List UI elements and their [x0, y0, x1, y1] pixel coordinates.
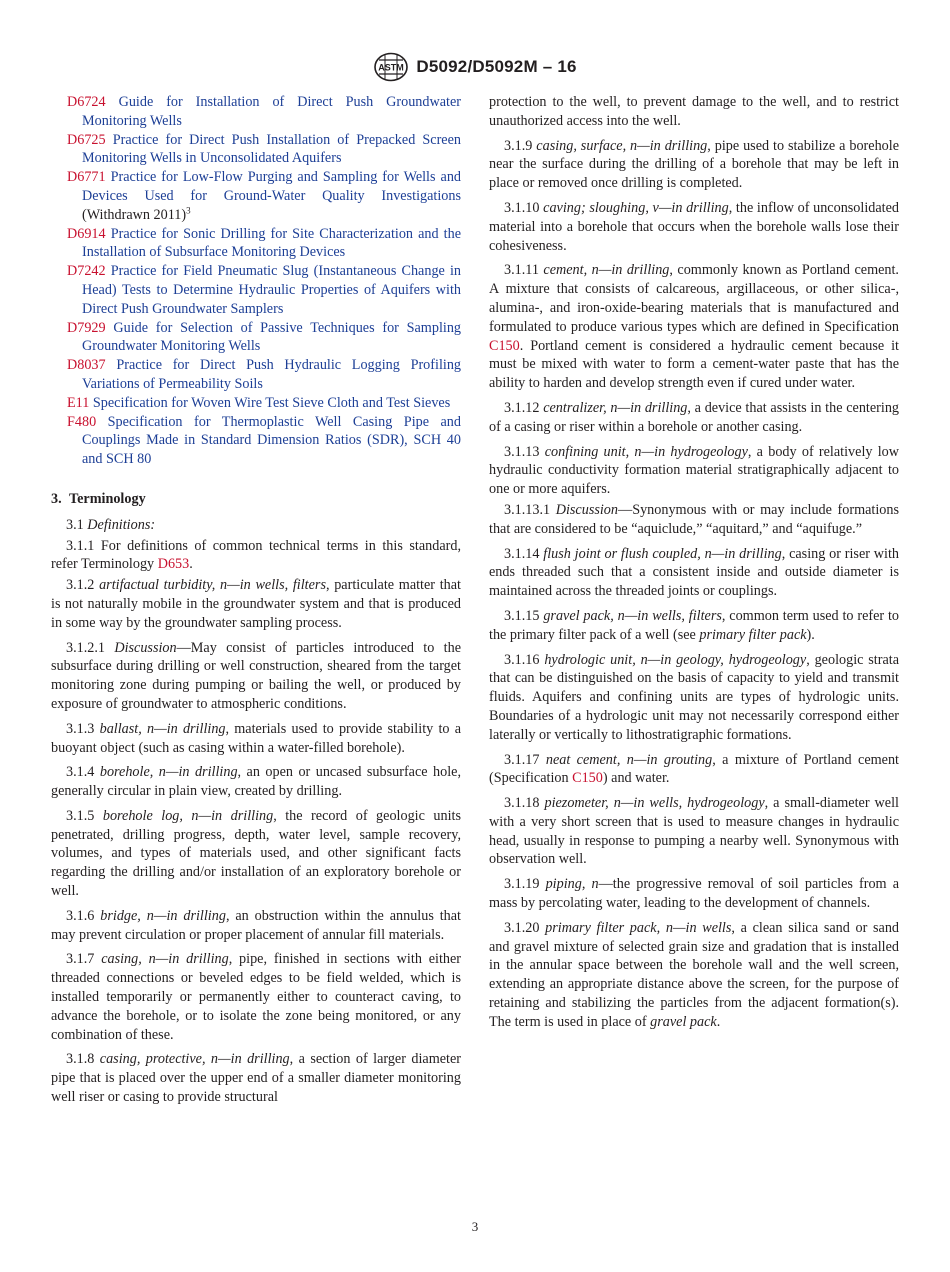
logo-text: ASTM: [378, 62, 405, 73]
reference-code-link[interactable]: D7929: [67, 319, 106, 336]
clause-number: 3.1.9: [504, 137, 533, 154]
clause-text-end: .: [716, 1013, 721, 1030]
clause-text: —May consist of particles introduced to the subsurface during drilling or well construction, sheared from the target monitoring zone during pumping or bailing the well, or produced by exposure of groundwater to atmospheric conditions.: [51, 639, 461, 712]
reference-title-link[interactable]: Practice for Field Pneumatic Slug (Instantaneous Change in Head) Tests to Determine Hydraulic Properties of Aquifers with Direct Push Groundwater Samplers: [82, 263, 461, 317]
section-number: 3.: [51, 490, 62, 507]
clause-number: 3.1.1: [66, 537, 95, 554]
reference-code-link[interactable]: D6724: [67, 94, 106, 110]
reference-title-link[interactable]: Practice for Direct Push Hydraulic Logging Profiling Variations of Permeability Soils: [82, 357, 462, 392]
clause-number: 3.1.12: [504, 399, 540, 416]
clause-term: borehole log, n—in drilling: [102, 807, 274, 824]
clause-term: ballast, n—in drilling: [99, 720, 226, 737]
paragraph: [51, 907, 461, 945]
paragraph: [51, 720, 461, 758]
clause-term: flush joint or flush coupled, n—in drilling: [543, 545, 782, 562]
paragraph: [489, 651, 899, 745]
clause-term: piping, n: [545, 876, 599, 893]
clause-text: , a mixture of Portland cement (Specification: [489, 751, 899, 787]
paragraph: [489, 399, 899, 437]
reference-title-link[interactable]: Practice for Low-Flow Purging and Sampling for Wells and Devices Used for Ground-Water Quality Investigations: [82, 169, 462, 204]
clause-number: 3.1.5: [66, 807, 95, 824]
clause-text: —Synonymous with or may include formations that are considered to be “aquiclude,” “aquitard,” and “aquifuge.”: [489, 501, 899, 537]
clause-number: 3.1.4: [66, 764, 95, 781]
clause-term: casing, surface, n—in drilling: [536, 137, 708, 154]
clause-term: borehole, n—in drilling: [99, 764, 238, 781]
reference-title-link[interactable]: Guide for Selection of Passive Techniques for Sampling Groundwater Monitoring Wells: [82, 319, 462, 355]
clause-text: , an obstruction within the annulus that may prevent circulation or proper placement of annular fill materials.: [51, 907, 462, 943]
clause-text-end: . Portland cement is considered a hydraulic cement because it must be mixed with water to form a cement-water paste that has the ability to harden and develop strength even if cured under water.: [489, 337, 899, 392]
clause-text: , a clean silica sand or sand and gravel mixture of selected grain size and gradation that is installed in the annular space between the borehole wall and the well screen, extending an appropriate distance above the screen, for the purpose of retaining and stabilizing the particles from the adjacent formation(s). The term is used in place of: [489, 919, 900, 1030]
clause-number: 3.1.13: [504, 443, 540, 460]
clause-text: , commonly known as Portland cement. A mixture that consists of calcareous, argillaceous, or other silica-, alumina-, and iron-oxide-bearing materials that is manufactured and formulated to produce various types which are defined in Specification: [489, 262, 899, 335]
paragraph: [489, 545, 899, 601]
paragraph: [489, 794, 899, 869]
clause-text: , an open or uncased subsurface hole, generally circular in plain view, created by drilling.: [51, 764, 461, 800]
clause-number: 3.1.11: [504, 262, 539, 279]
paragraph: [489, 443, 899, 499]
term-reference: primary filter pack: [699, 626, 807, 643]
reference-item: [51, 168, 461, 224]
reference-item: [51, 356, 461, 394]
page-number: 3: [471, 1219, 479, 1234]
clause-text: , geologic strata that can be distinguished on the basis of capacity to yield and transmit fluids. Aquifers and confining units are types of hydrologic units. Boundaries of a hydrologic unit may not necessarily correspond either laterally or vertically to lithostratigraphic formations.: [489, 651, 900, 743]
reference-code-link[interactable]: D7242: [67, 263, 106, 280]
paragraph: [51, 763, 461, 801]
reference-item: [51, 225, 461, 263]
clause-text: , a device that assists in the centering of a casing or riser within a borehole or another casing.: [489, 399, 900, 435]
clause-number: 3.1.15: [504, 607, 540, 624]
clause-number: 3.1: [66, 516, 84, 533]
clause-text: , the record of geologic units penetrated, drilling progress, depth, water level, sample recovery, volumes, and types of materials used, and other significant facts regarding the drilling and/or installation of an exploratory borehole or well.: [51, 807, 461, 900]
clause-text: , common term used to refer to the primary filter pack of a well (see: [489, 607, 900, 643]
clause-number: 3.1.16: [504, 651, 540, 668]
paragraph: [51, 639, 461, 714]
clause-term: Definitions:: [87, 516, 156, 533]
section-heading: [51, 490, 461, 509]
clause-text: , particulate matter that is not naturally mobile in the groundwater system and that is produced in some way by the groundwater sampling process.: [51, 577, 461, 631]
paragraph: [489, 137, 899, 193]
paragraph: [489, 875, 899, 913]
document-designation: D5092/D5092M – 16: [416, 57, 577, 76]
clause-term: casing, protective, n—in drilling: [99, 1051, 290, 1068]
reference-title-link[interactable]: Specification for Thermoplastic Well Casing Pipe and Couplings Made in Standard Dimension Ratios (SDR), SCH 40 and SCH 80: [82, 413, 461, 468]
left-column: [51, 93, 461, 1113]
reference-code-link[interactable]: D8037: [67, 357, 106, 374]
footnote-marker: 3: [186, 205, 191, 216]
clause-number: 3.1.8: [66, 1051, 95, 1068]
term-reference: gravel pack: [650, 1013, 717, 1030]
clause-text-end: ) and water.: [602, 770, 670, 787]
paragraph: [51, 516, 461, 535]
paragraph: [489, 919, 899, 1032]
clause-term: confining unit, n—in hydrogeology: [544, 443, 748, 460]
clause-term: hydrologic unit, n—in geology, hydrogeology: [544, 651, 807, 668]
paragraph: [489, 751, 899, 789]
clause-number: 3.1.2: [66, 577, 95, 594]
reference-code-link[interactable]: D6914: [67, 225, 106, 242]
right-column: [489, 93, 899, 1038]
reference-code-link[interactable]: E11: [67, 394, 90, 411]
reference-title-link[interactable]: Practice for Sonic Drilling for Site Characterization and the Installation of Subsurface Monitoring Devices: [82, 225, 462, 261]
clause-number: 3.1.14: [504, 545, 540, 562]
clause-number: 3.1.18: [504, 795, 540, 812]
paragraph: [489, 607, 899, 645]
clause-number: 3.1.17: [504, 751, 540, 768]
clause-end: .: [189, 556, 193, 573]
clause-number: 3.1.20: [504, 919, 540, 936]
paragraph: [51, 807, 461, 901]
clause-text: , casing or riser with ends threaded such that a consistent inside and outside diameter is maintained across the threaded joints or couplings.: [489, 545, 899, 600]
reference-item: [51, 319, 461, 357]
reference-title-link[interactable]: Guide for Installation of Direct Push Groundwater Monitoring Wells: [82, 94, 462, 129]
clause-number: 3.1.6: [66, 907, 95, 924]
paragraph: [51, 950, 461, 1044]
reference-item: [51, 413, 461, 469]
paragraph: [489, 261, 899, 393]
clause-term: cement, n—in drilling: [543, 262, 670, 279]
clause-text: , a small-diameter well with a very short screen that is used to measure changes in hydraulic head, usually in response to pumping a nearby well. Synonymous with observation well.: [489, 795, 899, 868]
reference-note: (Withdrawn 2011): [82, 206, 187, 223]
paragraph: [489, 199, 899, 255]
clause-text: , materials used to provide stability to a buoyant object (such as casing within a water-filled borehole).: [51, 720, 461, 756]
clause-term: casing, n—in drilling: [101, 951, 229, 968]
reference-item: [51, 93, 461, 131]
paragraph: [51, 576, 461, 632]
clause-number: 3.1.7: [66, 951, 95, 968]
clause-text: , the inflow of unconsolidated material into a borehole that occurs when the borehole walls lose their cohesiveness.: [489, 199, 900, 254]
clause-number: 3.1.10: [504, 199, 540, 216]
reference-title-link[interactable]: Practice for Direct Push Installation of Prepacked Screen Monitoring Wells in Unconsolidated Aquifers: [82, 131, 461, 167]
clause-number: 3.1.2.1: [66, 639, 106, 656]
reference-code-link[interactable]: D6725: [67, 131, 106, 148]
paragraph: [489, 501, 899, 539]
paragraph: [51, 537, 461, 575]
paragraph-continuation: protection to the well, to prevent damage to the well, and to restrict unauthorized access into the well.: [489, 94, 899, 129]
reference-code-link[interactable]: D6771: [67, 169, 106, 186]
clause-text: For definitions of common technical terms in this standard, refer Terminology: [51, 537, 461, 573]
clause-term: primary filter pack, n—in wells: [545, 919, 732, 936]
clause-text: —the progressive removal of soil particles from a mass by percolating water, leading to the development of channels.: [489, 876, 900, 912]
clause-term: Discussion: [114, 639, 177, 656]
clause-term: Discussion: [555, 501, 618, 518]
astm-logo-icon: [373, 52, 409, 82]
reference-item: [51, 131, 461, 169]
clause-term: gravel pack, n—in wells, filters: [543, 607, 722, 624]
standard-link[interactable]: C150: [489, 337, 520, 354]
clause-number: 3.1.13.1: [504, 501, 551, 518]
clause-term: bridge, n—in drilling: [100, 907, 226, 924]
clause-number: 3.1.19: [504, 876, 540, 893]
reference-title-link[interactable]: Specification for Woven Wire Test Sieve Cloth and Test Sieves: [92, 394, 451, 411]
standard-link[interactable]: C150: [572, 770, 603, 787]
clause-term: neat cement, n—in grouting: [545, 751, 713, 768]
clause-text-end: ).: [806, 626, 815, 643]
section-title: Terminology: [68, 490, 146, 507]
reference-code-link[interactable]: F480: [67, 413, 97, 430]
clause-number: 3.1.3: [66, 720, 95, 737]
clause-term: piezometer, n—in wells, hydrogeology: [544, 795, 765, 812]
reference-item: [51, 262, 461, 318]
clause-term: artifactual turbidity, n—in wells, filters: [99, 577, 326, 594]
clause-term: caving; sloughing, v—in drilling: [543, 199, 729, 216]
clause-text: , pipe used to stabilize a borehole near the surface during the drilling of a borehole that may be left in place or removed once drilling is completed.: [489, 137, 899, 192]
page-header: [0, 52, 950, 82]
clause-text: , pipe, finished in sections with either threaded connections or beveled edges to be field welded, which is installed temporarily or permanently either to counteract caving, to advance the borehole, or to isolate the zone being monitored, or any combination of these.: [51, 951, 462, 1043]
clause-text: , a section of larger diameter pipe that is placed over the upper end of a smaller diameter monitoring well riser or casing to provide structural: [51, 1051, 461, 1106]
paragraph: [51, 1050, 461, 1106]
reference-item: [51, 394, 461, 413]
clause-text: , a body of relatively low hydraulic conductivity formation material stratigraphically adjacent to one or more aquifers.: [489, 443, 900, 498]
clause-term: centralizer, n—in drilling: [543, 399, 688, 416]
standard-link[interactable]: D653: [157, 556, 190, 573]
